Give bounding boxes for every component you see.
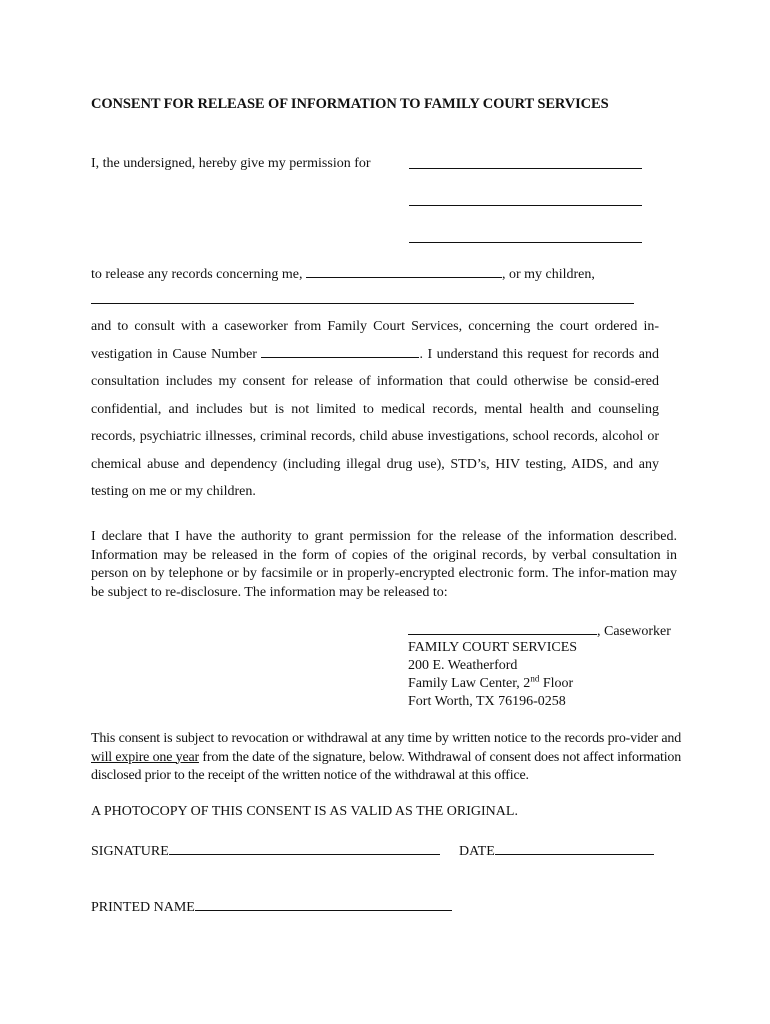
photocopy-notice: A PHOTOCOPY OF THIS CONSENT IS AS VALID AS THE ORIGINAL.	[91, 804, 518, 819]
release-line	[91, 264, 595, 283]
revocation-paragraph	[91, 730, 681, 786]
revocation-text-end: from the date of the signature, below. Withdrawal of consent does not affect information disclosed prior to the receipt of the written notice of the withdrawal at this office.	[91, 749, 681, 783]
address-building	[408, 675, 573, 692]
date-line	[459, 841, 654, 860]
signature-line	[91, 841, 440, 860]
permission-blank-1[interactable]	[409, 168, 642, 169]
printed-name-label: PRINTED NAME	[91, 900, 195, 915]
consult-paragraph	[91, 313, 659, 506]
date-label: DATE	[459, 844, 495, 859]
permission-text: I, the undersigned, hereby give my permission for	[91, 156, 371, 171]
consult-text-end: . I understand this request for records and consultation includes my consent for release of information that could otherwise be consid-ered confidential, and includes but is not limited to medical records, mental health and counseling records, psychiatric illnesses, criminal records, child abuse investigations, school records, alcohol or chemical abuse and dependency (including illegal drug use), STD’s, HIV testing, AIDS, and any testing on me or my children.	[91, 346, 660, 499]
revocation-expiry: will expire one year	[91, 749, 199, 765]
children-names-blank[interactable]	[91, 303, 634, 304]
caseworker-blank[interactable]	[408, 621, 597, 635]
records-concerning-blank[interactable]	[306, 264, 502, 278]
caseworker-suffix: , Caseworker	[597, 624, 671, 639]
printed-name-blank[interactable]	[195, 897, 452, 911]
declare-paragraph: I declare that I have the authority to grant permission for the release of the information described. Information may be released in the form of copies of the original records, by verbal consultation in person on by telephone or by facsimile or in properly-encrypted electronic form. The infor-mation may be subject to re-disclosure. The information may be released to:	[91, 529, 677, 600]
building-floor: Floor	[539, 676, 574, 691]
cause-number-blank[interactable]	[261, 344, 419, 358]
release-text-start: to release any records concerning me,	[91, 267, 303, 282]
building-text: Family Law Center, 2	[408, 676, 531, 691]
permission-blank-2[interactable]	[409, 205, 642, 206]
building-ordinal: nd	[530, 673, 540, 684]
revocation-text-start: This consent is subject to revocation or withdrawal at any time by written notice to the records pro-vider and	[91, 731, 681, 746]
signature-label: SIGNATURE	[91, 844, 169, 859]
form-title: CONSENT FOR RELEASE OF INFORMATION TO FAMILY COURT SERVICES	[91, 96, 609, 112]
caseworker-line	[408, 621, 671, 640]
address-city: Fort Worth, TX 76196-0258	[408, 694, 566, 709]
printed-name-line	[91, 897, 452, 916]
release-text-end: , or my children,	[501, 267, 595, 282]
consult-text-start: and to consult with a caseworker from Family Court Services, concerning the court ordered in-vestigation in Cause Number	[91, 319, 659, 362]
permission-blank-3[interactable]	[409, 242, 642, 243]
date-blank[interactable]	[495, 841, 654, 855]
signature-blank[interactable]	[169, 841, 440, 855]
address-street: 200 E. Weatherford	[408, 658, 518, 673]
address-org: FAMILY COURT SERVICES	[408, 640, 578, 655]
